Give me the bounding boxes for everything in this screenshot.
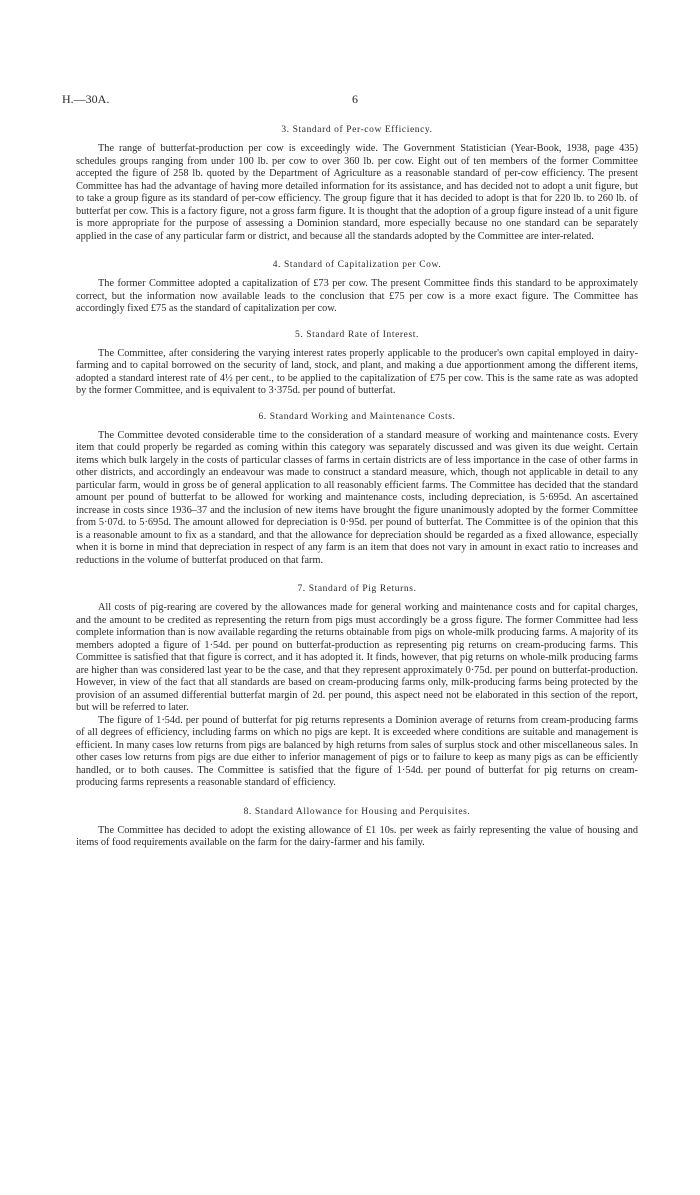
page-number: 6 [352, 92, 358, 106]
section-pig-returns [76, 583, 638, 790]
paragraph: The Committee devoted considerable time to the consideration of a standard measure of working and maintenance costs. Every item that could properly be regarded as coming within this category was separately discussed and was given its due weight. Certain items which bulk largely in the costs of particular classes of farms in certain districts are of less importance in the case of other farms in other districts, and accordingly an endeavour was made to construct a standard measure, which, though not applicable in detail to any particular farm, would in gross be of general application to all reasonably efficient farms. The Committee has decided that the standard amount per pound of butterfat to be allowed for working and maintenance costs, including depreciation, is 5·695d. An ascertained increase in costs since 1936–37 and the inclusion of new items have brought the figure unanimously adopted by the former Committee from 5·07d. to 5·695d. The amount allowed for depreciation is 0·95d. per pound of butterfat. The Committee is of the opinion that this is a reasonable amount to fix as a standard, and that the allowance for depreciation should be regarded as a fixed allowance, especially when it is borne in mind that depreciation in respect of any farm is an item that does not vary in amount in exact ratio to increases and reductions in the volume of butterfat produced on that farm. [76, 429, 638, 566]
section-working-maintenance-costs [76, 411, 638, 568]
document-body [76, 124, 638, 850]
section-heading: 3. Standard of Per-cow Efficiency. [281, 125, 433, 135]
paragraph: The range of butterfat-production per cow is exceedingly wide. The Government Statistician (Year-Book, 1938, page 435) schedules groups ranging from under 100 lb. per cow to over 360 lb. per cow. Eight out of ten members of the former Committee accepted the figure of 258 lb. quoted by the Department of Agriculture as a reasonable standard of per-cow efficiency. The present Committee has had the advantage of having more detailed information for its assistance, and has decided not to adopt a unit figure, but to take a group figure as its standard of per-cow efficiency. The group figure that it has decided to adopt is that for 220 lb. to 260 lb. of butterfat per cow. This is a factory figure, not a gross farm figure. It is thought that the adoption of a group figure instead of a unit figure is more appropriate for the purpose of assessing a Dominion standard, more especially because no one standard can be separately applied in the case of any particular farm or district, and because all the standards adopted by the Committee are inter-related. [76, 143, 638, 242]
paragraph: The figure of 1·54d. per pound of butterfat for pig returns represents a Dominion average of returns from cream-producing farms of all degrees of efficiency, including farms on which no pigs are kept. It is exceeded where conditions are suitable and management is efficient. In many cases low returns from pigs are balanced by high returns from sales of surplus stock and other miscellaneous sales. In other cases low returns from pigs are due either to inferior management of pigs or to failure to keep as many pigs as can be efficiently handled, or to both causes. The Committee is satisfied that the figure of 1·54d. per pound of butterfat for pig returns on cream-producing farms represents a reasonable standard of efficiency. [76, 714, 638, 788]
section-heading: 6. Standard Working and Maintenance Costs. [258, 411, 456, 422]
section-heading: 8. Standard Allowance for Housing and Perquisites. [243, 806, 471, 817]
section-per-cow-efficiency [76, 124, 638, 243]
section-capitalization-per-cow [76, 259, 638, 316]
section-housing-perquisites [76, 806, 638, 850]
paragraph: All costs of pig-rearing are covered by the allowances made for general working and maintenance costs and for capital charges, and the amount to be credited as representing the return from pigs must accordingly be a gross figure. The former Committee had less complete information than is now available regarding the returns obtainable from pigs on whole-milk producing farms. A majority of its members adopted a figure of 1·54d. per pound on butterfat-production as representing pig returns on cream-producing farms. This Committee is satisfied that that figure is correct, and it has adopted it. It finds, however, that pig returns on whole-milk producing farms are higher than was considered last year to be the case, and that they represent approximately 0·75d. per pound on butterfat-production. However, in view of the fact that all standards are based on cream-producing farms only, milk-producing farms being protected by the provision of an assumed differential butterfat margin of 2d. per pound, this aspect need not be elaborated in this section of the report, but will be referred to later. [76, 602, 638, 713]
section-heading: 5. Standard Rate of Interest. [295, 329, 419, 340]
section-heading: 7. Standard of Pig Returns. [297, 584, 417, 594]
paragraph: The Committee has decided to adopt the existing allowance of £1 10s. per week as fairly representing the value of housing and items of food requirements available on the farm for the dairy-farmer and his family. [76, 824, 638, 848]
section-heading: 4. Standard of Capitalization per Cow. [272, 260, 442, 270]
document-reference: H.—30A. [62, 92, 110, 106]
page-header [62, 92, 640, 108]
paragraph: The Committee, after considering the varying interest rates properly applicable to the producer's own capital employed in dairy-farming and to capital borrowed on the security of land, stock, and plant, and making a due apportionment among the different items, adopted a standard interest rate of 4½ per cent., to be applied to the capitalization of £75 per cow. This is the same rate as was adopted by the former Committee, and is equivalent to 3·375d. per pound of butterfat. [76, 347, 638, 396]
section-rate-of-interest [76, 329, 638, 398]
paragraph: The former Committee adopted a capitalization of £73 per cow. The present Committee finds this standard to be approximately correct, but the information now available leads to the conclusion that £75 per cow is a more exact figure. The Committee has accordingly fixed £75 as the standard of capitalization per cow. [76, 278, 638, 314]
